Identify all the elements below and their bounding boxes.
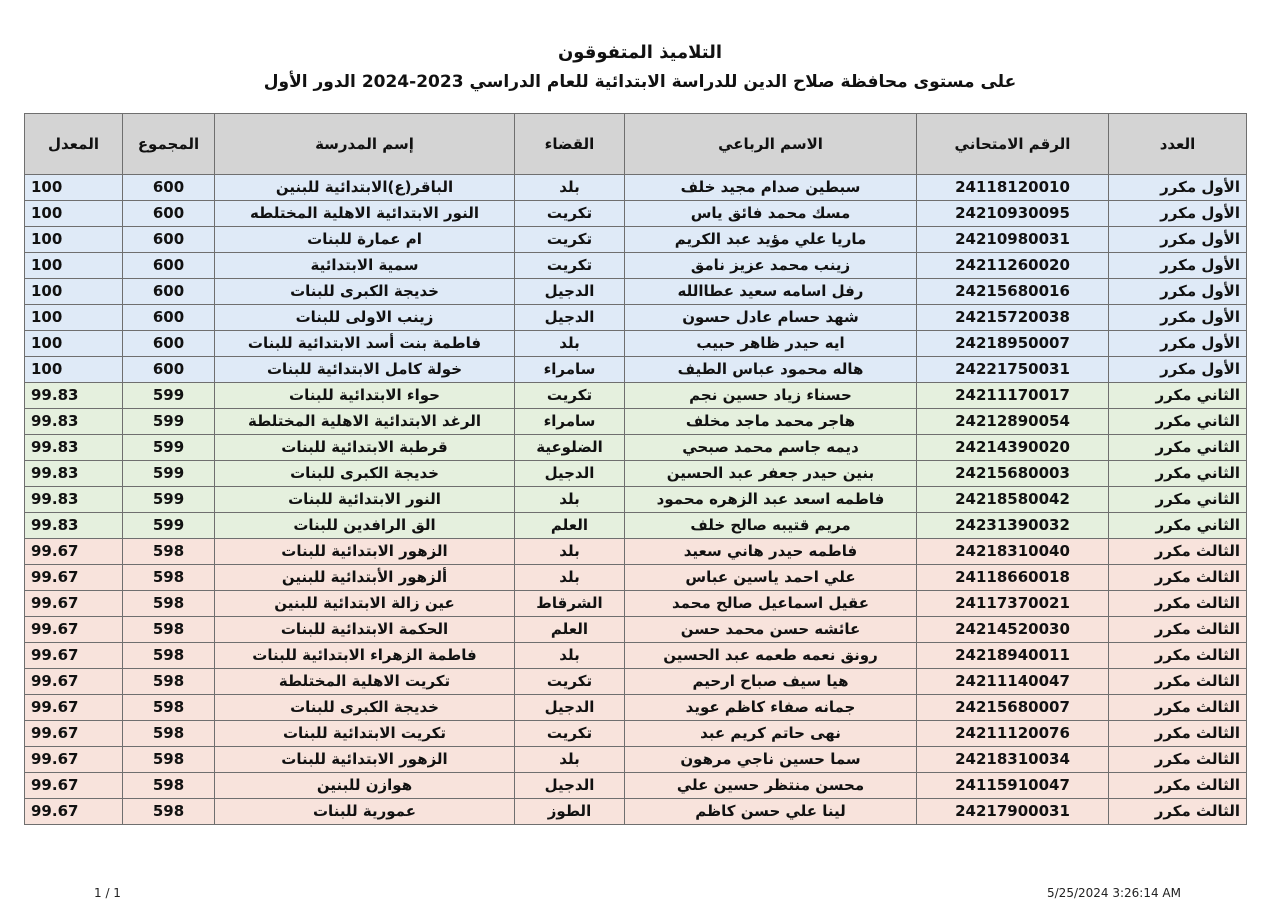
table-row — [25, 201, 1247, 227]
cell-rank: الأول مكرر — [1109, 253, 1247, 279]
cell-rank: الثالث مكرر — [1109, 643, 1247, 669]
cell-district: تكريت — [515, 253, 625, 279]
table-header-row — [25, 114, 1247, 175]
cell-rank: الأول مكرر — [1109, 279, 1247, 305]
cell-exam-number: 24210930095 — [917, 201, 1109, 227]
cell-average: 100 — [25, 253, 123, 279]
cell-school: الباقر(ع)الابتدائية للبنين — [215, 175, 515, 201]
cell-rank: الثاني مكرر — [1109, 487, 1247, 513]
table-row — [25, 669, 1247, 695]
cell-school: ألزهور الأبتدائية للبنين — [215, 565, 515, 591]
cell-average: 99.83 — [25, 513, 123, 539]
cell-exam-number: 24231390032 — [917, 513, 1109, 539]
cell-district: الدجيل — [515, 279, 625, 305]
cell-name: جمانه صفاء كاظم عويد — [625, 695, 917, 721]
cell-school: الزهور الابتدائية للبنات — [215, 747, 515, 773]
cell-average: 100 — [25, 201, 123, 227]
cell-rank: الأول مكرر — [1109, 227, 1247, 253]
cell-total: 600 — [123, 201, 215, 227]
cell-school: عين زالة الابتدائية للبنين — [215, 591, 515, 617]
table-row — [25, 253, 1247, 279]
cell-total: 598 — [123, 565, 215, 591]
cell-exam-number: 24215680003 — [917, 461, 1109, 487]
cell-average: 99.67 — [25, 539, 123, 565]
cell-school: سمية الابتدائية — [215, 253, 515, 279]
cell-rank: الثاني مكرر — [1109, 513, 1247, 539]
cell-district: سامراء — [515, 409, 625, 435]
table-row — [25, 773, 1247, 799]
table-row — [25, 513, 1247, 539]
cell-name: نهى حاتم كريم عبد — [625, 721, 917, 747]
cell-total: 600 — [123, 253, 215, 279]
cell-school: هوازن للبنين — [215, 773, 515, 799]
cell-name: رونق نعمه طعمه عبد الحسين — [625, 643, 917, 669]
cell-total: 599 — [123, 487, 215, 513]
cell-exam-number: 24117370021 — [917, 591, 1109, 617]
cell-total: 598 — [123, 617, 215, 643]
table-row — [25, 721, 1247, 747]
cell-average: 100 — [25, 357, 123, 383]
cell-total: 600 — [123, 331, 215, 357]
cell-name: سبطين صدام مجيد خلف — [625, 175, 917, 201]
table-row — [25, 305, 1247, 331]
cell-school: زينب الاولى للبنات — [215, 305, 515, 331]
page-title: التلاميذ المتفوقون — [557, 42, 723, 63]
cell-exam-number: 24215680016 — [917, 279, 1109, 305]
cell-exam-number: 24211120076 — [917, 721, 1109, 747]
cell-average: 99.67 — [25, 695, 123, 721]
cell-average: 99.67 — [25, 591, 123, 617]
cell-name: مسك محمد فائق ياس — [625, 201, 917, 227]
cell-exam-number: 24217900031 — [917, 799, 1109, 825]
cell-total: 600 — [123, 175, 215, 201]
cell-district: بلد — [515, 539, 625, 565]
cell-total: 598 — [123, 799, 215, 825]
cell-district: بلد — [515, 487, 625, 513]
cell-school: تكريت الاهلية المختلطة — [215, 669, 515, 695]
cell-name: عقيل اسماعيل صالح محمد — [625, 591, 917, 617]
table-row — [25, 643, 1247, 669]
cell-total: 599 — [123, 513, 215, 539]
cell-rank: الثاني مكرر — [1109, 461, 1247, 487]
cell-average: 100 — [25, 279, 123, 305]
cell-school: خولة كامل الابتدائية للبنات — [215, 357, 515, 383]
cell-rank: الأول مكرر — [1109, 201, 1247, 227]
cell-name: هاجر محمد ماجد مخلف — [625, 409, 917, 435]
cell-total: 599 — [123, 409, 215, 435]
cell-district: تكريت — [515, 201, 625, 227]
cell-rank: الثاني مكرر — [1109, 409, 1247, 435]
cell-total: 600 — [123, 227, 215, 253]
cell-school: خديجة الكبرى للبنات — [215, 695, 515, 721]
column-header-school: إسم المدرسة — [215, 114, 515, 175]
cell-exam-number: 24214520030 — [917, 617, 1109, 643]
column-header-district: القضاء — [515, 114, 625, 175]
cell-average: 100 — [25, 227, 123, 253]
cell-name: محسن منتظر حسين علي — [625, 773, 917, 799]
cell-district: بلد — [515, 565, 625, 591]
cell-name: مريم قتيبه صالح خلف — [625, 513, 917, 539]
cell-school: عمورية للبنات — [215, 799, 515, 825]
table-row — [25, 227, 1247, 253]
cell-district: العلم — [515, 513, 625, 539]
cell-district: الدجيل — [515, 695, 625, 721]
cell-total: 598 — [123, 669, 215, 695]
results-table — [24, 113, 1247, 825]
cell-district: تكريت — [515, 669, 625, 695]
cell-district: الدجيل — [515, 773, 625, 799]
cell-exam-number: 24212890054 — [917, 409, 1109, 435]
column-header-total: المجموع — [123, 114, 215, 175]
table-row — [25, 591, 1247, 617]
cell-rank: الثالث مكرر — [1109, 773, 1247, 799]
cell-name: ديمه جاسم محمد صبحي — [625, 435, 917, 461]
cell-school: الزهور الابتدائية للبنات — [215, 539, 515, 565]
page-number: 1 / 1 — [94, 886, 121, 900]
table-row — [25, 747, 1247, 773]
cell-exam-number: 24118660018 — [917, 565, 1109, 591]
table-body — [25, 175, 1247, 825]
cell-district: الدجيل — [515, 305, 625, 331]
cell-school: النور الابتدائية الاهلية المختلطه — [215, 201, 515, 227]
cell-average: 99.67 — [25, 643, 123, 669]
cell-total: 598 — [123, 773, 215, 799]
cell-rank: الثاني مكرر — [1109, 383, 1247, 409]
cell-name: علي احمد ياسين عباس — [625, 565, 917, 591]
cell-exam-number: 24214390020 — [917, 435, 1109, 461]
cell-name: رفل اسامه سعيد عطاالله — [625, 279, 917, 305]
cell-total: 598 — [123, 747, 215, 773]
table-row — [25, 461, 1247, 487]
cell-average: 100 — [25, 331, 123, 357]
cell-exam-number: 24218310040 — [917, 539, 1109, 565]
table-row — [25, 331, 1247, 357]
cell-name: ماريا علي مؤيد عبد الكريم — [625, 227, 917, 253]
cell-rank: الثالث مكرر — [1109, 747, 1247, 773]
cell-total: 599 — [123, 461, 215, 487]
cell-name: هيا سيف صباح ارحيم — [625, 669, 917, 695]
cell-exam-number: 24218940011 — [917, 643, 1109, 669]
cell-school: خديجة الكبرى للبنات — [215, 279, 515, 305]
cell-rank: الثالث مكرر — [1109, 721, 1247, 747]
cell-rank: الثالث مكرر — [1109, 799, 1247, 825]
cell-total: 600 — [123, 357, 215, 383]
cell-rank: الثالث مكرر — [1109, 591, 1247, 617]
cell-rank: الثالث مكرر — [1109, 539, 1247, 565]
table-row — [25, 487, 1247, 513]
cell-district: بلد — [515, 331, 625, 357]
cell-average: 99.83 — [25, 461, 123, 487]
cell-average: 99.83 — [25, 383, 123, 409]
cell-name: حسناء زياد حسين نجم — [625, 383, 917, 409]
page-subtitle: على مستوى محافظة صلاح الدين للدراسة الابتدائية للعام الدراسي 2023-2024 الدور الأول — [263, 72, 1017, 92]
cell-school: تكريت الابتدائية للبنات — [215, 721, 515, 747]
cell-rank: الثالث مكرر — [1109, 617, 1247, 643]
cell-district: الطوز — [515, 799, 625, 825]
cell-school: الحكمة الابتدائية للبنات — [215, 617, 515, 643]
cell-average: 99.67 — [25, 617, 123, 643]
cell-exam-number: 24211260020 — [917, 253, 1109, 279]
cell-district: بلد — [515, 643, 625, 669]
cell-school: فاطمة الزهراء الابتدائية للبنات — [215, 643, 515, 669]
cell-average: 99.67 — [25, 565, 123, 591]
table-row — [25, 357, 1247, 383]
column-header-exam-number: الرقم الامتحاني — [917, 114, 1109, 175]
cell-average: 99.67 — [25, 669, 123, 695]
cell-rank: الثالث مكرر — [1109, 669, 1247, 695]
column-header-rank: العدد — [1109, 114, 1247, 175]
cell-total: 598 — [123, 721, 215, 747]
cell-rank: الثالث مكرر — [1109, 695, 1247, 721]
cell-district: تكريت — [515, 383, 625, 409]
cell-district: تكريت — [515, 227, 625, 253]
table-row — [25, 565, 1247, 591]
cell-name: بنين حيدر جعفر عبد الحسين — [625, 461, 917, 487]
cell-district: الضلوعية — [515, 435, 625, 461]
cell-total: 598 — [123, 591, 215, 617]
table-row — [25, 279, 1247, 305]
table-row — [25, 409, 1247, 435]
cell-name: فاطمه اسعد عبد الزهره محمود — [625, 487, 917, 513]
cell-exam-number: 24221750031 — [917, 357, 1109, 383]
cell-average: 99.83 — [25, 487, 123, 513]
cell-district: بلد — [515, 175, 625, 201]
cell-total: 598 — [123, 539, 215, 565]
cell-school: الرغد الابتدائية الاهلية المختلطة — [215, 409, 515, 435]
cell-rank: الثاني مكرر — [1109, 435, 1247, 461]
cell-rank: الأول مكرر — [1109, 305, 1247, 331]
cell-name: زينب محمد عزيز نامق — [625, 253, 917, 279]
cell-exam-number: 24211170017 — [917, 383, 1109, 409]
cell-total: 599 — [123, 435, 215, 461]
cell-exam-number: 24215720038 — [917, 305, 1109, 331]
table-row — [25, 383, 1247, 409]
cell-total: 598 — [123, 643, 215, 669]
cell-school: ام عمارة للبنات — [215, 227, 515, 253]
cell-school: حواء الابتدائية للبنات — [215, 383, 515, 409]
cell-average: 99.83 — [25, 435, 123, 461]
cell-average: 99.67 — [25, 773, 123, 799]
print-timestamp: 5/25/2024 3:26:14 AM — [1047, 886, 1181, 900]
cell-rank: الأول مكرر — [1109, 331, 1247, 357]
cell-name: لينا علي حسن كاظم — [625, 799, 917, 825]
column-header-name: الاسم الرباعي — [625, 114, 917, 175]
cell-rank: الأول مكرر — [1109, 175, 1247, 201]
table-row — [25, 175, 1247, 201]
cell-exam-number: 24115910047 — [917, 773, 1109, 799]
cell-exam-number: 24211140047 — [917, 669, 1109, 695]
cell-district: سامراء — [515, 357, 625, 383]
column-header-average: المعدل — [25, 114, 123, 175]
cell-rank: الأول مكرر — [1109, 357, 1247, 383]
cell-district: الشرقاط — [515, 591, 625, 617]
cell-district: بلد — [515, 747, 625, 773]
cell-exam-number: 24218580042 — [917, 487, 1109, 513]
cell-total: 598 — [123, 695, 215, 721]
cell-school: فاطمة بنت أسد الابتدائية للبنات — [215, 331, 515, 357]
cell-school: النور الابتدائية للبنات — [215, 487, 515, 513]
cell-district: الدجيل — [515, 461, 625, 487]
table-row — [25, 695, 1247, 721]
table-row — [25, 617, 1247, 643]
cell-name: هاله محمود عباس الطيف — [625, 357, 917, 383]
cell-average: 100 — [25, 305, 123, 331]
cell-average: 99.67 — [25, 799, 123, 825]
cell-exam-number: 24215680007 — [917, 695, 1109, 721]
cell-total: 600 — [123, 305, 215, 331]
cell-average: 99.83 — [25, 409, 123, 435]
cell-average: 99.67 — [25, 721, 123, 747]
cell-school: خديجة الكبرى للبنات — [215, 461, 515, 487]
cell-name: فاطمه حيدر هاني سعيد — [625, 539, 917, 565]
cell-name: عائشه حسن محمد حسن — [625, 617, 917, 643]
cell-exam-number: 24218950007 — [917, 331, 1109, 357]
cell-exam-number: 24218310034 — [917, 747, 1109, 773]
cell-name: سما حسين ناجي مرهون — [625, 747, 917, 773]
cell-school: قرطبة الابتدائية للبنات — [215, 435, 515, 461]
table-row — [25, 799, 1247, 825]
cell-average: 100 — [25, 175, 123, 201]
cell-district: العلم — [515, 617, 625, 643]
cell-district: تكريت — [515, 721, 625, 747]
cell-exam-number: 24210980031 — [917, 227, 1109, 253]
table-row — [25, 539, 1247, 565]
cell-school: الق الرافدين للبنات — [215, 513, 515, 539]
cell-rank: الثالث مكرر — [1109, 565, 1247, 591]
cell-average: 99.67 — [25, 747, 123, 773]
cell-exam-number: 24118120010 — [917, 175, 1109, 201]
table-row — [25, 435, 1247, 461]
cell-total: 600 — [123, 279, 215, 305]
cell-total: 599 — [123, 383, 215, 409]
cell-name: ايه حيدر ظاهر حبيب — [625, 331, 917, 357]
cell-name: شهد حسام عادل حسون — [625, 305, 917, 331]
